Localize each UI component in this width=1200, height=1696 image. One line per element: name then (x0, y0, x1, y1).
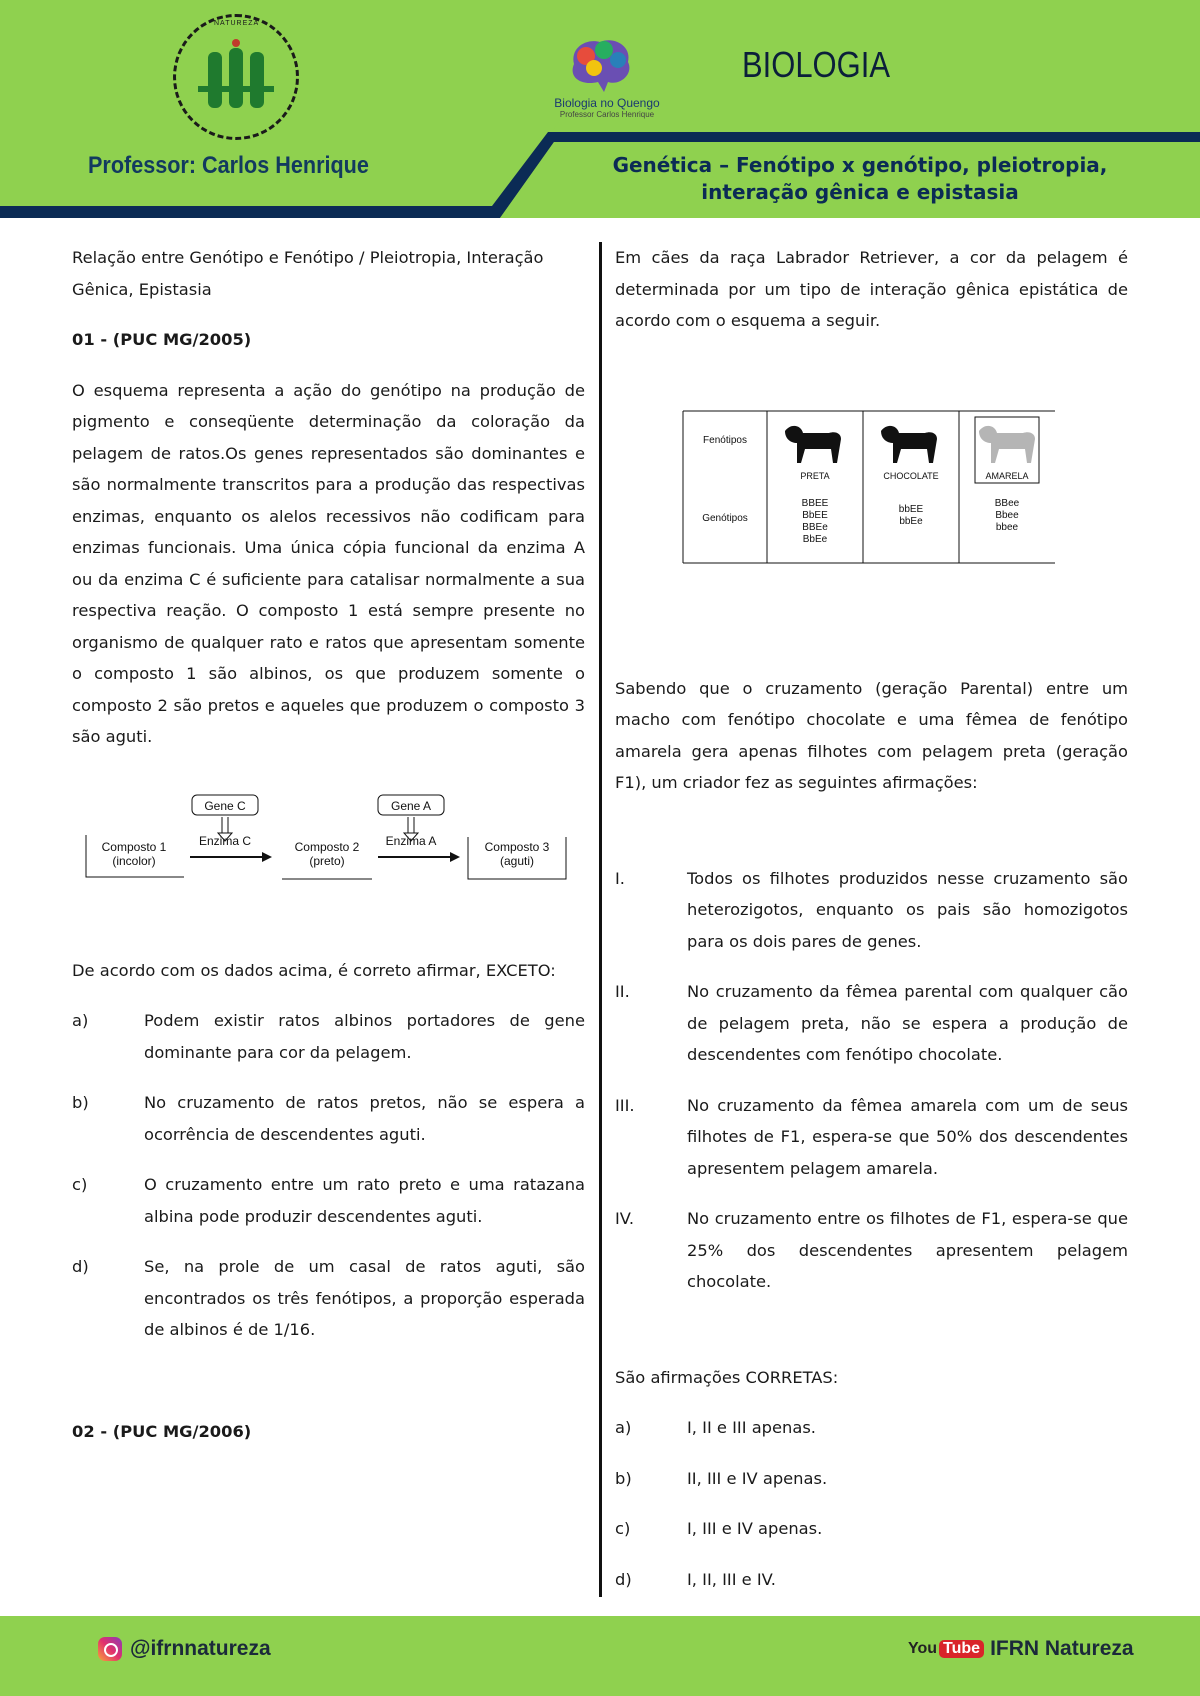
instagram-icon (98, 1637, 122, 1661)
genotype-cell: BBEe (802, 521, 828, 533)
answer-text: I, II, III e IV. (687, 1569, 776, 1589)
genotype-cell: Bbee (995, 509, 1019, 521)
question-2-label: 02 - (PUC MG/2006) (72, 1421, 252, 1441)
option-text: No cruzamento de ratos pretos, não se espera a ocorrência de descendentes aguti. (144, 1093, 585, 1144)
page-title-line-2: interação gênica e epistasia (701, 180, 1019, 204)
gene-a-label: Gene A (390, 798, 432, 813)
statement-text: Todos os filhotes produzidos nesse cruzamento são heterozigotos, enquanto os pais são homozigotos para os dois pares de genes. (687, 868, 1128, 951)
answer-text: I, II e III apenas. (687, 1418, 816, 1437)
option-key: a) (72, 1011, 89, 1030)
option-key: c) (72, 1175, 88, 1194)
youtube-link[interactable] (908, 1637, 1134, 1661)
left-column (72, 242, 585, 1447)
option-a (72, 1005, 585, 1068)
question-1-text: O esquema representa a ação do genótipo na produção de pigmento e conseqüente determinação da coloração da pelagem de ratos.Os genes representados são dominantes e são normalmente transcritos para a produção das respectivas enzimas, enquanto os alelos recessivos não codificam para enzimas funcionais. Uma única cópia funcional da enzima A ou da enzima C é suficiente para catalisar normalmente a sua respectiva reação. O composto 1 está sempre presente no organismo de qualquer rato e ratos que apresentam somente o composto 1 são albinos, os que produzem somente o composto 2 são pretos e aqueles que produzem o composto 3 são aguti. (72, 380, 585, 746)
genotype-cell: BBEE (801, 497, 829, 509)
youtube-channel: IFRN Natureza (990, 1637, 1134, 1660)
option-b (72, 1087, 585, 1150)
answer-key: c) (615, 1519, 631, 1538)
option-text: O cruzamento entre um rato preto e uma ratazana albina pode produzir descendentes aguti. (144, 1175, 585, 1226)
intro-text: Relação entre Genótipo e Fenótipo / Pleiotropia, Interação Gênica, Epistasia (72, 248, 544, 299)
genotype-cell: BbEE (802, 509, 828, 521)
compound-3-sub: (aguti) (499, 853, 535, 868)
youtube-logo-tube: Tube (939, 1640, 984, 1658)
compound-1-sub: (incolor) (112, 853, 156, 868)
instagram-link[interactable] (98, 1637, 271, 1661)
statement-key: II. (615, 982, 630, 1001)
row-label-genotypes: Genótipos (702, 512, 748, 524)
page-title-line-1: Genética – Fenótipo x genótipo, pleiotropia, (612, 153, 1108, 177)
labrador-genotype-table (615, 403, 1128, 603)
compound-2-sub: (preto) (309, 853, 345, 868)
option-d (72, 1251, 585, 1346)
dog-label-chocolate: CHOCOLATE (883, 470, 939, 481)
genotype-cell: BBee (994, 497, 1020, 509)
answer-b (615, 1463, 1128, 1495)
genotype-cell: bbEe (899, 515, 923, 527)
instagram-handle: @ifrnnatureza (130, 1637, 271, 1660)
statement-iv (615, 1203, 1128, 1298)
compound-3-label: Composto 3 (484, 839, 550, 854)
answer-key: a) (615, 1418, 632, 1437)
brain-logo-icon (564, 36, 636, 94)
pigment-pathway-diagram (72, 765, 585, 955)
row-label-phenotypes: Fenótipos (703, 434, 747, 446)
right-column (615, 242, 1128, 1595)
compound-1-label: Composto 1 (101, 839, 167, 854)
youtube-logo-you: You (908, 1640, 938, 1657)
enzyme-a-label: Enzima A (385, 833, 437, 848)
genotype-cell: BbEe (802, 533, 828, 545)
column-divider (599, 242, 602, 1597)
gene-c-label: Gene C (204, 798, 246, 813)
option-c (72, 1169, 585, 1232)
dog-black-icon (785, 425, 841, 462)
dog-label-yellow: AMARELA (985, 470, 1029, 481)
dog-label-black: PRETA (800, 470, 830, 481)
option-text: Se, na prole de um casal de ratos aguti, são encontrados os três fenótipos, a proporção esperada de albinos é de 1/16. (144, 1257, 585, 1339)
page-title (560, 152, 1160, 206)
statement-key: IV. (615, 1209, 635, 1228)
statement-key: III. (615, 1095, 635, 1115)
answers-prompt: São afirmações CORRETAS: (615, 1367, 839, 1387)
statement-key: I. (615, 868, 625, 888)
option-text: Podem existir ratos albinos portadores de gene dominante para cor da pelagem. (144, 1011, 585, 1062)
brand-subtitle: Professor Carlos Henrique (559, 110, 655, 119)
question-1-prompt: De acordo com os dados acima, é correto afirmar, EXCETO: (72, 960, 556, 980)
logo-text: NATUREZA (214, 20, 260, 27)
dog-yellow-icon (979, 425, 1035, 462)
genotype-cell: bbee (995, 521, 1019, 533)
question-1-label: 01 - (PUC MG/2005) (72, 330, 252, 349)
option-key: d) (72, 1257, 89, 1276)
statement-iii (615, 1090, 1128, 1185)
answer-key: d) (615, 1569, 632, 1589)
statement-ii (615, 976, 1128, 1071)
statement-text: No cruzamento entre os filhotes de F1, espera-se que 25% dos descendentes apresentem pelagem chocolate. (687, 1209, 1128, 1291)
professor-name: Professor: Carlos Henrique (88, 152, 369, 179)
brand-name: Biologia no Quengo (554, 96, 660, 110)
genotype-cell: bbEE (898, 503, 924, 515)
answer-a (615, 1412, 1128, 1444)
answer-key: b) (615, 1468, 632, 1488)
test-tube-logo-icon (196, 38, 276, 118)
answer-c (615, 1513, 1128, 1545)
statement-text: No cruzamento da fêmea amarela com um de seus filhotes de F1, espera-se que 50% dos descendentes apresentem pelagem amarela. (687, 1095, 1128, 1178)
dog-chocolate-icon (881, 425, 937, 462)
answer-text: I, III e IV apenas. (687, 1519, 823, 1538)
subject-title: BIOLOGIA (742, 44, 890, 85)
compound-2-label: Composto 2 (294, 839, 360, 854)
brand-caption (542, 96, 672, 119)
answer-text: II, III e IV apenas. (687, 1468, 828, 1488)
statement-i (615, 863, 1128, 958)
enzyme-c-label: Enzima C (198, 833, 252, 848)
labrador-intro: Em cães da raça Labrador Retriever, a cor da pelagem é determinada por um tipo de interação gênica epistática de acordo com o esquema a seguir. (615, 248, 1128, 330)
statement-text: No cruzamento da fêmea parental com qualquer cão de pelagem preta, não se espera a produção de descendentes com fenótipo chocolate. (687, 982, 1128, 1064)
answer-d (615, 1564, 1128, 1596)
cross-context: Sabendo que o cruzamento (geração Parental) entre um macho com fenótipo chocolate e uma fêmea de fenótipo amarela gera apenas filhotes com pelagem preta (geração F1), um criador fez as seguintes afirmações: (615, 678, 1128, 792)
option-key: b) (72, 1093, 89, 1112)
